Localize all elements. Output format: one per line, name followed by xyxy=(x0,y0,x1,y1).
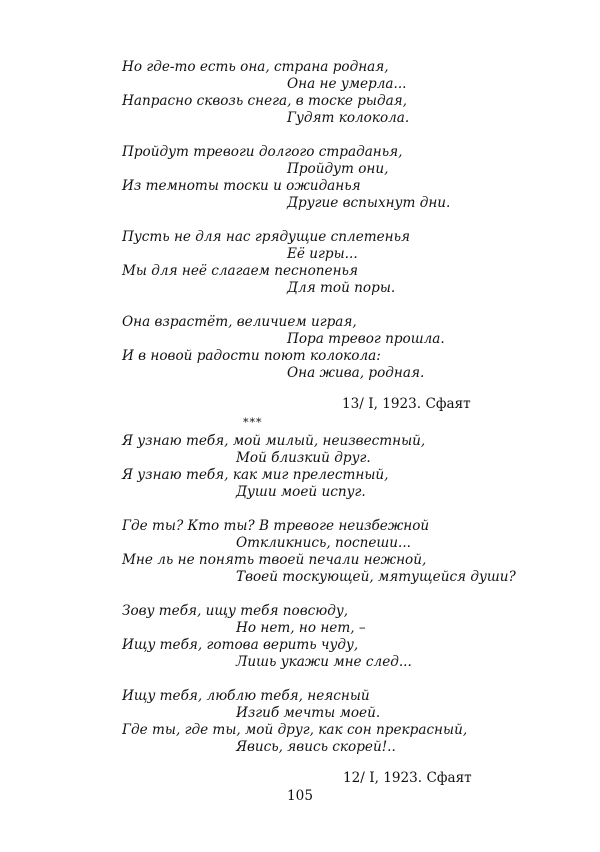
verse-line: Для той поры. xyxy=(287,280,396,296)
verse-line: Души моей испуг. xyxy=(236,484,366,500)
verse-line: Мы для неё слагаем песнопенья xyxy=(122,263,358,279)
verse-line: Мне ль не понять твоей печали нежной, xyxy=(122,552,427,568)
verse-line: Пройдут тревоги долгого страданья, xyxy=(122,144,403,160)
verse-line: Откликнись, поспеши... xyxy=(236,535,411,551)
verse-line: Пусть не для нас грядущие сплетенья xyxy=(122,229,411,245)
verse-line: И в новой радости поют колокола: xyxy=(122,348,381,364)
poem-signature: 13/ I, 1923. Сфаят xyxy=(342,395,471,412)
verse-line: Зову тебя, ищу тебя повсюду, xyxy=(122,603,349,619)
verse-line: Но нет, но нет, – xyxy=(236,620,366,636)
verse-line: Изгиб мечты моей. xyxy=(236,705,381,721)
verse-line: Она жива, родная. xyxy=(287,365,425,381)
verse-line: Я узнаю тебя, как миг прелестный, xyxy=(122,467,389,483)
poem-signature: 12/ I, 1923. Сфаят xyxy=(343,769,472,786)
verse-line: Другие вспыхнут дни. xyxy=(287,195,451,211)
verse-line: Пора тревог прошла. xyxy=(287,331,445,347)
verse-line: Пройдут они, xyxy=(287,161,389,177)
verse-line: Ищу тебя, люблю тебя, неясный xyxy=(122,688,370,704)
verse-line: Из темноты тоски и ожиданья xyxy=(122,178,361,194)
verse-line: Её игры... xyxy=(287,246,358,262)
verse-line: Она взрастёт, величием играя, xyxy=(122,314,357,330)
verse-line: Где ты? Кто ты? В тревоге неизбежной xyxy=(122,518,430,534)
verse-line: Я узнаю тебя, мой милый, неизвестный, xyxy=(122,433,426,449)
verse-line: Она не умерла... xyxy=(287,76,407,92)
verse-line: Лишь укажи мне след... xyxy=(236,654,412,670)
verse-line: Твоей тоскующей, мятущейся души? xyxy=(236,569,516,585)
verse-line: Явись, явись скорей!.. xyxy=(236,739,396,755)
verse-line: Ищу тебя, готова верить чуду, xyxy=(122,637,359,653)
verse-line: Но где-то есть она, страна родная, xyxy=(122,59,389,75)
verse-line: Мой близкий друг. xyxy=(236,450,371,466)
verse-line: Где ты, где ты, мой друг, как сон прекрасный, xyxy=(122,722,468,738)
verse-line: Напрасно сквозь снега, в тоске рыдая, xyxy=(122,93,408,109)
page-number: 105 xyxy=(287,788,313,804)
section-separator: *** xyxy=(243,416,263,429)
verse-line: Гудят колокола. xyxy=(287,110,410,126)
